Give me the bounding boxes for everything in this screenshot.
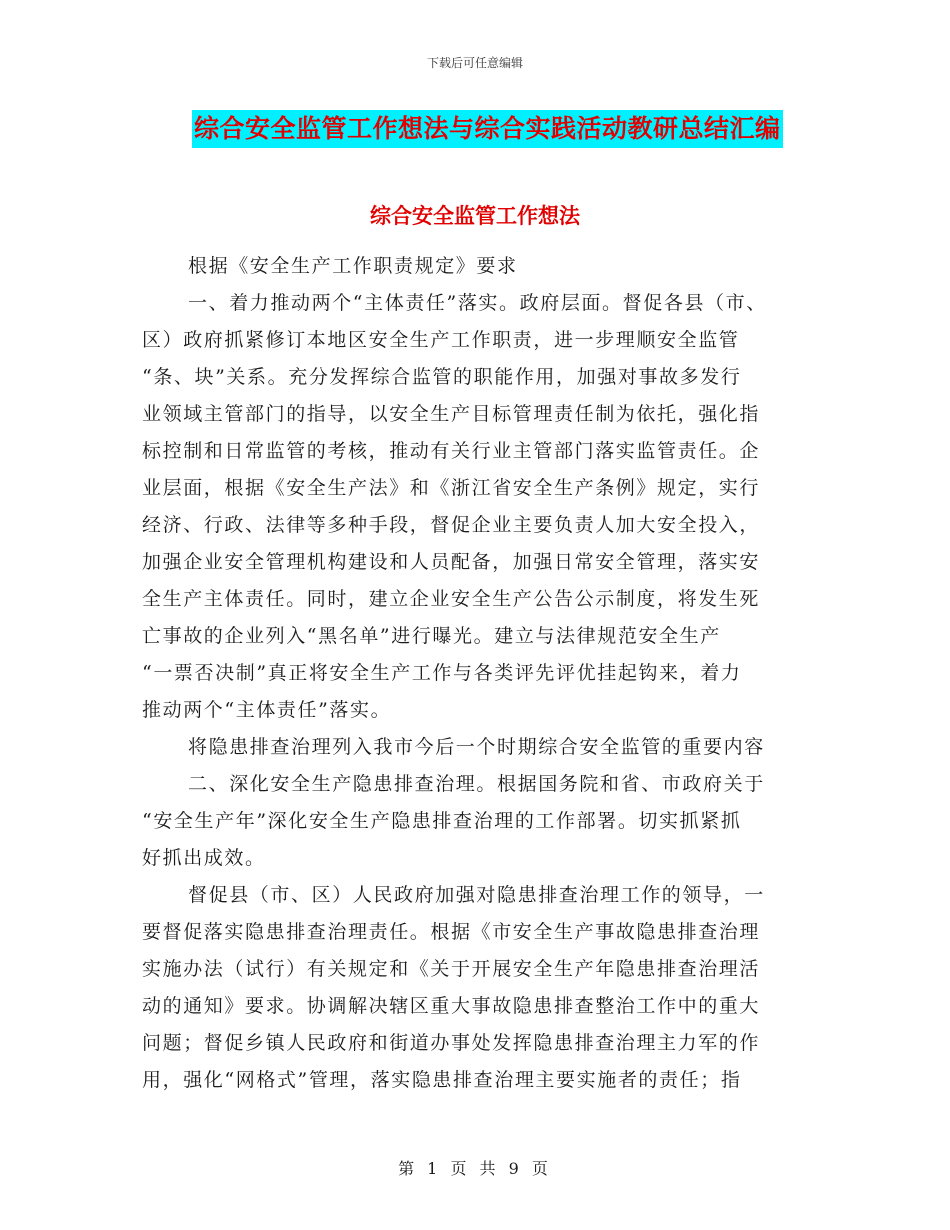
paragraph-line: 实施办法（试行）有关规定和《关于开展安全生产年隐患排查治理活 bbox=[142, 958, 761, 980]
paragraph-line: 督促县（市、区）人民政府加强对隐患排查治理工作的领导，一 bbox=[188, 884, 765, 906]
paragraph-line: 标控制和日常监管的考核，推动有关行业主管部门落实监管责任。企 bbox=[142, 440, 761, 462]
paragraph-line: “条、块”关系。充分发挥综合监管的职能作用，加强对事故多发行 bbox=[142, 366, 742, 388]
paragraph-line: 要督促落实隐患排查治理责任。根据《市安全生产事故隐患排查治理 bbox=[142, 921, 761, 943]
paragraph-line: 全生产主体责任。同时，建立企业安全生产公告公示制度，将发生死 bbox=[142, 588, 761, 610]
paragraph-line: 一、着力推动两个“主体责任”落实。政府层面。督促各县（市、 bbox=[188, 292, 767, 314]
paragraph-line: 加强企业安全管理机构建设和人员配备，加强日常安全管理，落实安 bbox=[142, 551, 761, 573]
section-title: 综合安全监管工作想法 bbox=[370, 204, 580, 228]
paragraph-line: 将隐患排查治理列入我市今后一个时期综合安全监管的重要内容 bbox=[188, 736, 765, 758]
header-note: 下载后可任意编辑 bbox=[426, 56, 523, 70]
paragraph-line: 业领域主管部门的指导，以安全生产目标管理责任制为依托，强化指 bbox=[142, 403, 761, 425]
paragraph-line: 亡事故的企业列入“黑名单”进行曝光。建立与法律规范安全生产 bbox=[142, 625, 721, 647]
paragraph-line: 根据《安全生产工作职责规定》要求 bbox=[188, 255, 518, 277]
body-text bbox=[142, 248, 802, 1099]
paragraph-line: 区）政府抓紧修订本地区安全生产工作职责，进一步理顺安全监管 bbox=[142, 329, 740, 351]
paragraph-line: “一票否决制”真正将安全生产工作与各类评先评优挂起钩来，着力 bbox=[142, 662, 742, 684]
paragraph-line: 用，强化“网格式”管理，落实隐患排查治理主要实施者的责任；指 bbox=[142, 1069, 742, 1091]
paragraph-line: 业层面，根据《安全生产法》和《浙江省安全生产条例》规定，实行 bbox=[142, 477, 761, 499]
paragraph-line: 二、深化安全生产隐患排查治理。根据国务院和省、市政府关于 bbox=[188, 773, 765, 795]
paragraph-line: “安全生产年”深化安全生产隐患排查治理的工作部署。切实抓紧抓 bbox=[142, 810, 742, 832]
paragraph-line: 好抓出成效。 bbox=[142, 847, 266, 869]
document-title: 综合安全监管工作想法与综合实践活动教研总结汇编 bbox=[192, 110, 783, 148]
paragraph-line: 问题；督促乡镇人民政府和街道办事处发挥隐患排查治理主力军的作 bbox=[142, 1032, 761, 1054]
page-number: 第 1 页 共 9 页 bbox=[398, 1159, 552, 1178]
paragraph-line: 推动两个“主体责任”落实。 bbox=[142, 699, 392, 721]
paragraph-line: 动的通知》要求。协调解决辖区重大事故隐患排查整治工作中的重大 bbox=[142, 995, 761, 1017]
paragraph-line: 经济、行政、法律等多种手段，督促企业主要负责人加大安全投入， bbox=[142, 514, 761, 536]
